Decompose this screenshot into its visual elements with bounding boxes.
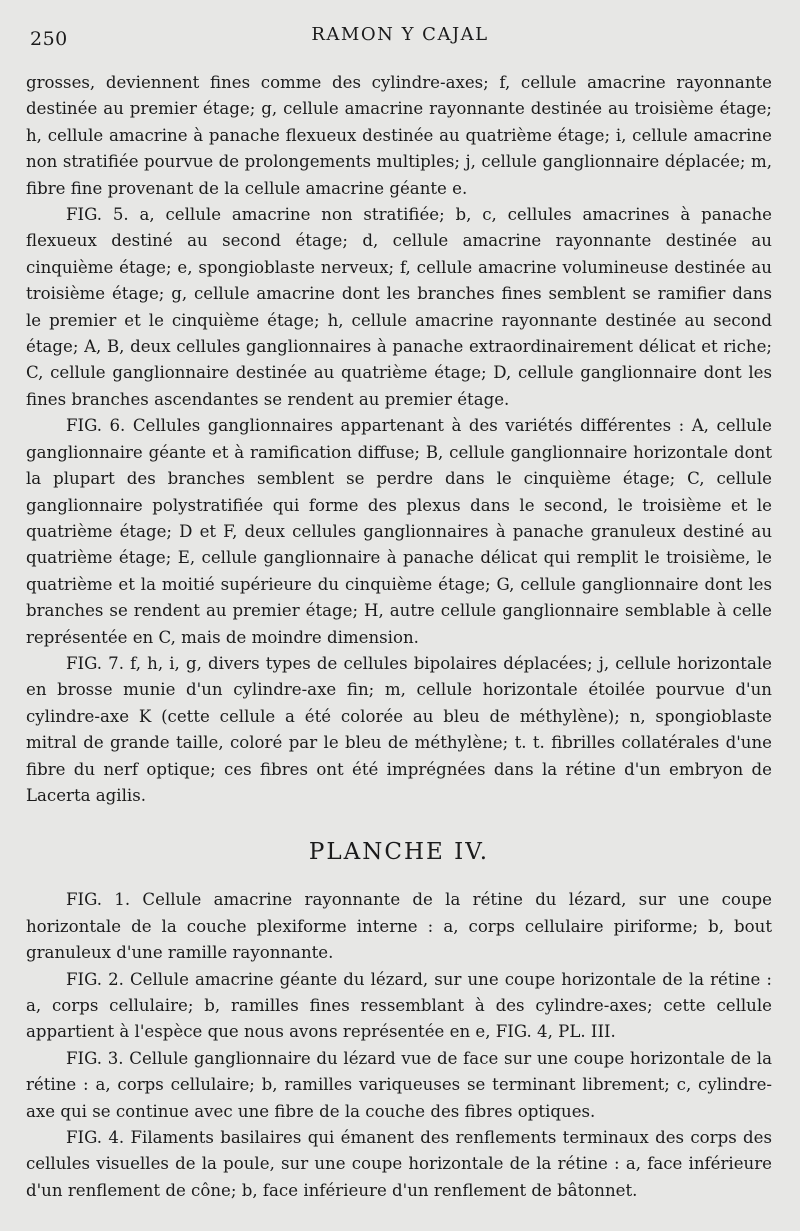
plate-title: PLANCHE IV. [308,839,490,866]
running-title: RAMON Y CAJAL [311,24,489,45]
figure-caption-7: FIG. 7. f, h, i, g, divers types de cellules bipolaires déplacées; j, cellule horizontale en brosse munie d'un cylindre-axe fin; m, cellule horizontale étoilée pourvue d'un cylindre-axe K (cette cellule a été colorée au bleu de méthylène); n, spongioblaste mitral de grande taille, coloré par le bleu de méthylène; t. t. fibrilles collatérales d'une fibre du nerf optique; ces fibres ont été imprégnées dans la rétine d'un embryon de Lacerta agilis. [26,653,772,805]
paragraph-continuation: grosses, deviennent fines comme des cylindre-axes; f, cellule amacrine rayonnante destinée au premier étage; g, cellule amacrine rayonnante destinée au troisième étage; h, cellule amacrine à panache flexueux destinée au quatrième étage; i, cellule amacrine non stratifiée pourvue de prolongements multiples; j, cellule ganglionnaire déplacée; m, fibre fine provenant de la cellule amacrine géante e. [26,73,772,198]
plate-figure-caption-4: FIG. 4. Filaments basilaires qui émanent des renflements terminaux des corps des cellules visuelles de la poule, sur une coupe horizontale de la rétine : a, face inférieure d'un renflement de cône; b, face inférieure d'un renflement de bâtonnet. [26,1128,772,1200]
figure-caption-5: FIG. 5. a, cellule amacrine non stratifiée; b, c, cellules amacrines à panache flexueux destiné au second étage; d, cellule amacrine rayonnante destinée au cinquième étage; e, spongioblaste nerveux; f, cellule amacrine volumineuse destinée au troisième étage; g, cellule amacrine dont les branches fines semblent se ramifier dans le premier et le cinquième étage; h, cellule amacrine rayonnante destinée au second étage; A, B, deux cellules ganglionnaires à panache extraordinairement délicat et riche; C, cellule ganglionnaire destinée au quatrième étage; D, cellule ganglionnaire dont les fines branches ascendantes se rendent au premier étage. [26,205,772,409]
body-text [26,70,772,1204]
figure-caption-6: FIG. 6. Cellules ganglionnaires appartenant à des variétés différentes : A, cellule ganglionnaire géante et à ramification diffuse; B, cellule ganglionnaire horizontale dont la plupart des branches semblent se perdre dans le cinquième étage; C, cellule ganglionnaire polystratifiée qui forme des plexus dans le second, le troisième et le quatrième étage; D et F, deux cellules ganglionnaires à panache granuleux destiné au quatrième étage; E, cellule ganglionnaire à panache délicat qui remplit le troisième, le quatrième et la moitié supérieure du cinquième étage; G, cellule ganglionnaire dont les branches se rendent au premier étage; H, autre cellule ganglionnaire semblable à celle représentée en C, mais de moindre dimension. [26,416,772,647]
page-header [0,22,800,52]
plate-figure-caption-2: FIG. 2. Cellule amacrine géante du lézard, sur une coupe horizontale de la rétine : a, corps cellulaire; b, ramilles fines ressemblant à des cylindre-axes; cette cellule appartient à l'espèce que nous avons représentée en e, FIG. 4, PL. III. [26,969,772,1042]
page-number: 250 [30,28,68,50]
plate-figure-caption-3: FIG. 3. Cellule ganglionnaire du lézard vue de face sur une coupe horizontale de la rétine : a, corps cellulaire; b, ramilles variqueuses se terminant librement; c, cylindre-axe qui se continue avec une fibre de la couche des fibres optiques. [26,1048,772,1121]
plate-figure-caption-1: FIG. 1. Cellule amacrine rayonnante de la rétine du lézard, sur une coupe horizontale de la couche plexiforme interne : a, corps cellulaire piriforme; b, bout granuleux d'une ramille rayonnante. [26,890,772,963]
